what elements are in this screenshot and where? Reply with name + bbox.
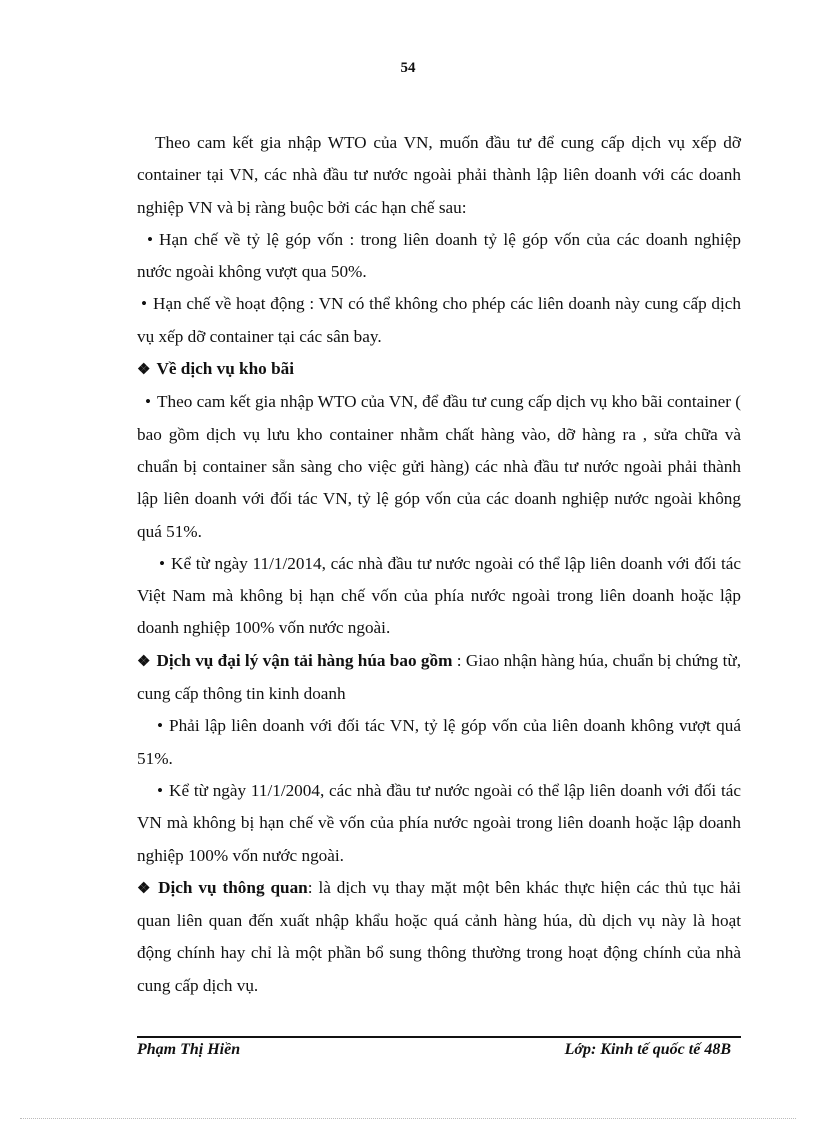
page-edge-dotted-line (20, 1118, 796, 1119)
diamond-bullet-icon: ❖ (137, 880, 153, 897)
bullet-text: Kể từ ngày 11/1/2014, các nhà đầu tư nước ngoài có thể lập liên doanh với đối tác Việt Nam mà không bị hạn chế vốn của phía nước ngoài trong liên doanh hoặc lập doanh nghiệp 100% vốn nước ngoài. (137, 553, 741, 638)
bullet-item-2014-date (137, 548, 741, 645)
footer-author: Phạm Thị Hiền (137, 1041, 241, 1058)
bullet-icon: • (145, 392, 152, 412)
bullet-item-warehouse-commitment (137, 386, 741, 547)
heading-text: Về dịch vụ kho bãi (156, 359, 294, 379)
bullet-text: Theo cam kết gia nhập WTO của VN, để đầu tư cung cấp dịch vụ kho bãi container ( bao gồm dịch vụ lưu kho container nhằm chất hàng vào, dỡ hàng ra , sửa chữa và chuẩn bị container sẵn sàng cho việc gửi hàng) các nhà đầu tư nước ngoài phải thành lập liên doanh với đối tác VN, tỷ lệ góp vốn của các doanh nghiệp nước ngoài không quá 51%. (137, 392, 741, 541)
section-heading-freight-agency (137, 645, 741, 711)
bullet-text: Phải lập liên doanh với đối tác VN, tỷ lệ góp vốn của liên doanh không vượt quá 51%. (137, 716, 741, 768)
bullet-item-2004-date (137, 775, 741, 872)
bullet-icon: • (157, 716, 164, 736)
bullet-icon: • (147, 229, 154, 249)
bullet-item-capital-limit (137, 224, 741, 289)
document-body (137, 127, 741, 1002)
page-number: 54 (400, 60, 416, 76)
bullet-item-activity-limit (137, 288, 741, 353)
footer-class: Lớp: Kinh tế quốc tế 48B (564, 1041, 731, 1058)
section-heading-customs (137, 872, 741, 1002)
paragraph-intro: Theo cam kết gia nhập WTO của VN, muốn đầu tư để cung cấp dịch vụ xếp dỡ container tại VN, các nhà đầu tư nước ngoài phải thành lập liên doanh với các doanh nghiệp VN và bị ràng buộc bởi các hạn chế sau: (137, 133, 741, 217)
bullet-icon: • (157, 780, 164, 800)
bullet-icon: • (141, 294, 148, 314)
heading-description: : là dịch vụ thay mặt một bên khác thực hiện các thủ tục hải quan liên quan đến xuất nhập khẩu hoặc quá cảnh hàng húa, dù dịch vụ này là hoạt động chính hay chỉ là một phần bổ sung thông thường trong hoạt động chính của nhà cung cấp dịch vụ. (137, 877, 741, 995)
diamond-bullet-icon: ❖ (137, 653, 151, 670)
bullet-text: Hạn chế về hoạt động : VN có thể không cho phép các liên doanh này cung cấp dịch vụ xếp dỡ container tại các sân bay. (137, 294, 741, 346)
bullet-text: Kể từ ngày 11/1/2004, các nhà đầu tư nước ngoài có thể lập liên doanh với đối tác VN mà không bị hạn chế về vốn của phía nước ngoài trong liên doanh hoặc lập doanh nghiệp 100% vốn nước ngoài. (137, 780, 741, 865)
diamond-bullet-icon: ❖ (137, 362, 151, 379)
footer-divider (137, 1036, 741, 1038)
heading-description: : Giao nhận hàng húa, chuẩn bị chứng từ, cung cấp thông tin kinh doanh (137, 650, 741, 704)
bullet-item-joint-venture (137, 710, 741, 775)
heading-text: Dịch vụ đại lý vận tải hàng húa bao gồm (156, 650, 453, 670)
bullet-icon: • (159, 553, 166, 573)
bullet-text: Hạn chế về tỷ lệ góp vốn : trong liên doanh tỷ lệ góp vốn của các doanh nghiệp nước ngoài không vượt qua 50%. (137, 229, 741, 282)
heading-text: Dịch vụ thông quan (158, 877, 308, 897)
section-heading-warehousing (137, 353, 741, 386)
